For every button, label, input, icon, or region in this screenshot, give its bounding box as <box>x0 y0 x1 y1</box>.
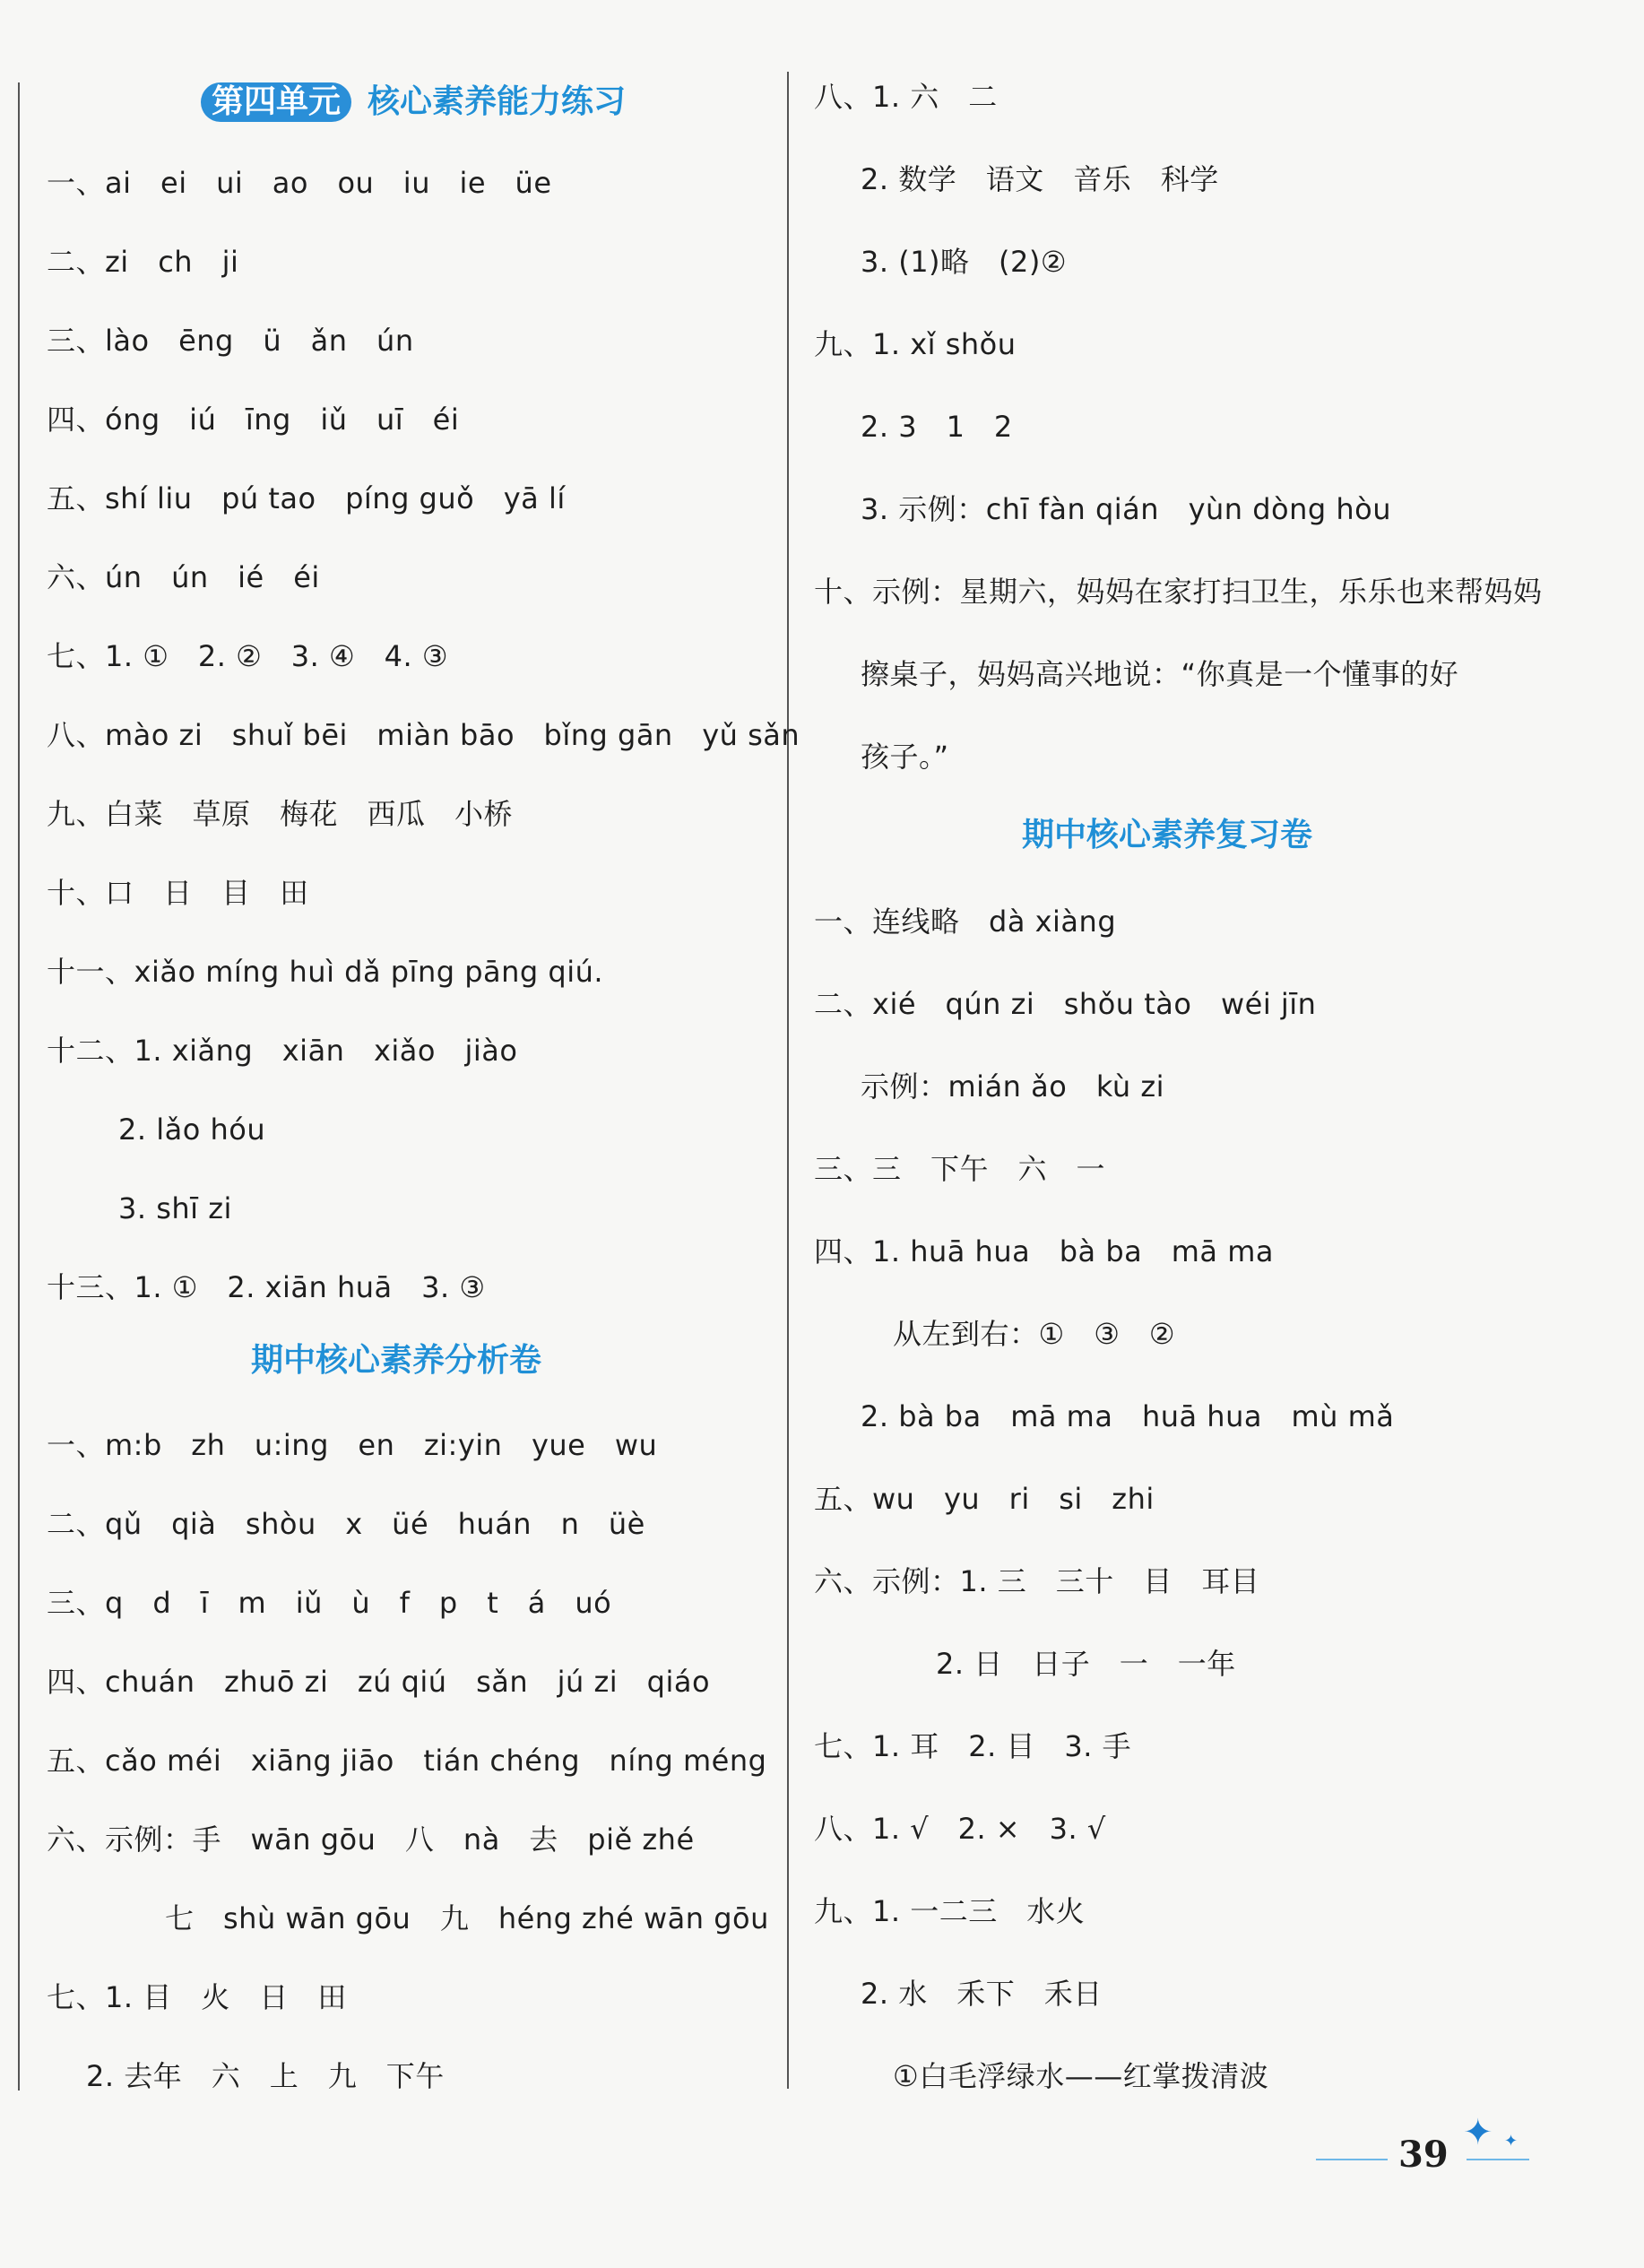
answer-line: 2. 数学 语文 音乐 科学 <box>861 162 1219 196</box>
answer-line: 三、三 下午 六 一 <box>814 1152 1106 1186</box>
section-title-midterm-analysis: 期中核心素养分析卷 <box>251 1342 542 1379</box>
answer-line: 十一、xiǎo míng huì dǎ pīng pāng qiú. <box>47 955 604 989</box>
answer-line: 从左到右：① ③ ② <box>893 1317 1176 1351</box>
answer-line: 二、xié qún zi shǒu tào wéi jīn <box>814 987 1317 1021</box>
answer-line: 3. (1)略 (2)② <box>861 245 1068 279</box>
answer-line: 十三、1. ① 2. xiān huā 3. ③ <box>47 1270 486 1304</box>
unit-title: 核心素养能力练习 <box>368 83 627 120</box>
footer-rule-right <box>1467 2159 1529 2160</box>
answer-line: 2. 去年 六 上 九 下午 <box>86 2059 445 2093</box>
sparkle-star-icon: ✦ <box>1463 2112 1493 2153</box>
left-column <box>47 0 800 2093</box>
unit-heading <box>201 82 626 122</box>
answer-line: 三、lào ēng ü ǎn ún <box>47 324 414 358</box>
answer-line: 八、mào zi shuǐ bēi miàn bāo bǐng gān yǔ sǎn <box>47 718 800 752</box>
answer-line: 四、chuán zhuō zi zú qiú sǎn jú zi qiáo <box>47 1665 711 1699</box>
column-divider <box>787 72 789 2089</box>
answer-line: 擦桌子，妈妈高兴地说：“你真是一个懂事的好 <box>861 657 1459 691</box>
answer-line: 3. 示例：chī fàn qián yùn dòng hòu <box>861 492 1392 526</box>
answer-line: 十、口 日 目 田 <box>47 876 309 910</box>
answer-line: 四、1. huā hua bà ba mā ma <box>814 1234 1274 1268</box>
answer-line: 二、qǔ qià shòu x üé huán n üè <box>47 1507 645 1541</box>
answer-line: 3. shī zi <box>118 1191 232 1225</box>
answer-line: 六、ún ún ié éi <box>47 560 320 594</box>
answer-line: 一、m:b zh u:ing en zi:yin yue wu <box>47 1428 658 1462</box>
answer-line: 五、cǎo méi xiāng jiāo tián chéng níng méng <box>47 1744 767 1778</box>
page-number: 39 <box>1398 2134 1449 2176</box>
answer-line: 九、1. 一二三 水火 <box>814 1894 1086 1928</box>
answer-line: 2. lǎo hóu <box>118 1112 266 1147</box>
answer-line: ①白毛浮绿水——红掌拨清波 <box>893 2059 1269 2093</box>
answer-line: 六、示例：手 wān gōu 八 nà 去 piě zhé <box>47 1822 695 1857</box>
answer-line: 七 shù wān gōu 九 héng zhé wān gōu <box>165 1901 769 1935</box>
answer-line: 三、q d ī m iǔ ù f p t á uó <box>47 1586 612 1620</box>
answer-line: 七、1. 耳 2. 目 3. 手 <box>814 1729 1132 1763</box>
small-star-icon: ✦ <box>1504 2132 1519 2151</box>
section-title-midterm-review: 期中核心素养复习卷 <box>1022 817 1313 853</box>
answer-line: 六、示例：1. 三 三十 目 耳目 <box>814 1564 1260 1598</box>
answer-line: 2. 水 禾下 禾日 <box>861 1977 1103 2011</box>
answer-line: 一、连线略 dà xiàng <box>814 905 1117 939</box>
answer-line: 五、wu yu ri si zhi <box>814 1482 1155 1516</box>
answer-line: 十、示例：星期六，妈妈在家打扫卫生，乐乐也来帮妈妈 <box>814 575 1543 609</box>
answer-line: 2. 日 日子 一 一年 <box>936 1647 1236 1681</box>
answer-line: 2. 3 1 2 <box>861 410 1013 444</box>
answer-line: 十二、1. xiǎng xiān xiǎo jiào <box>47 1034 518 1068</box>
right-column <box>814 0 1549 2093</box>
answer-line: 九、白菜 草原 梅花 西瓜 小桥 <box>47 797 514 831</box>
answer-line: 四、óng iú īng iǔ uī éi <box>47 403 460 437</box>
left-margin-rule <box>18 82 20 2091</box>
answer-line: 2. bà ba mā ma huā hua mù mǎ <box>861 1399 1395 1433</box>
answer-line: 示例：mián ǎo kù zi <box>861 1069 1165 1104</box>
answer-line: 七、1. ① 2. ② 3. ④ 4. ③ <box>47 639 449 673</box>
answer-line: 二、zi ch ji <box>47 245 239 279</box>
unit-badge: 第四单元 <box>201 82 351 122</box>
answer-line: 孩子。” <box>861 740 949 774</box>
answer-line: 九、1. xǐ shǒu <box>814 327 1017 361</box>
answer-line: 七、1. 目 火 日 田 <box>47 1980 347 2014</box>
answer-line: 一、ai ei ui ao ou iu ie üe <box>47 166 552 200</box>
answer-line: 八、1. 六 二 <box>814 80 998 114</box>
answer-line: 五、shí liu pú tao píng guǒ yā lí <box>47 481 566 515</box>
answer-line: 八、1. √ 2. × 3. √ <box>814 1812 1106 1846</box>
footer-rule-left <box>1316 2159 1388 2160</box>
